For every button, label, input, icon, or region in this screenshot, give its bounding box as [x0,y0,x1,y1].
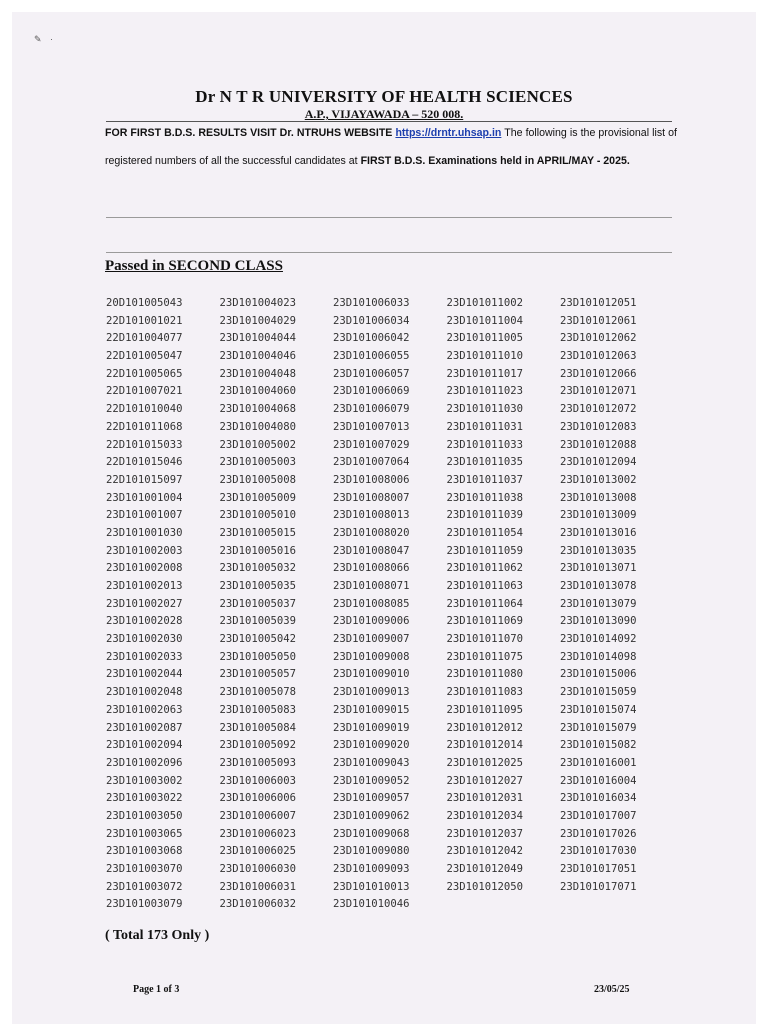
registration-number: 23D101006069 [333,385,410,398]
registration-number: 23D101006042 [333,332,410,345]
registration-number: 23D101005002 [219,438,297,451]
registration-number: 23D101011004 [446,314,524,327]
registration-number: 23D101013009 [560,509,637,522]
registration-number: 23D101015059 [560,686,637,699]
registration-number: 23D101011059 [446,544,524,557]
registration-number: 23D101005039 [219,615,297,628]
registration-number: 23D101012071 [560,385,637,398]
registration-number: 22D101005065 [106,367,183,380]
registration-number: 23D101009080 [333,845,410,858]
registration-number: 23D101009007 [333,633,410,646]
registration-number: 23D101002094 [106,739,183,752]
registration-number: 23D101002096 [106,756,183,769]
registration-number: 23D101007013 [333,420,410,433]
registration-number: 23D101011080 [446,668,524,681]
registration-number: 23D101012012 [446,721,524,734]
website-link[interactable]: https://drntr.uhsap.in [395,127,502,139]
registration-number: 23D101006031 [219,880,297,893]
total-count: ( Total 173 Only ) [105,928,210,943]
registration-number: 23D101012051 [560,297,637,309]
registration-number: 23D101012083 [560,420,637,433]
registration-number: 23D101005009 [219,491,297,504]
registration-number: 23D101002048 [106,686,183,699]
registration-number: 23D101012034 [446,809,524,822]
registration-number: 23D101012049 [446,863,524,875]
registration-number: 23D101011083 [446,686,524,699]
registration-number: 23D101013008 [560,491,637,504]
registration-number: 23D101002008 [106,562,183,575]
registration-number: 23D101011031 [446,420,524,433]
registration-number: 22D101015033 [106,438,183,451]
registration-number: 22D101011068 [106,420,183,433]
registration-number: 23D101012062 [560,332,637,345]
registration-number: 23D101009015 [333,703,410,716]
registration-number-grid [106,295,686,914]
registration-number: 23D101011070 [446,633,524,646]
registration-number: 22D101010040 [106,403,183,416]
intro-results-text: FOR FIRST B.D.S. RESULTS VISIT Dr. NTRUHS WEBSITE [105,127,393,139]
registration-number: 23D101011062 [446,562,524,575]
registration-number: 23D101006032 [219,898,297,911]
registration-number: 23D101012072 [560,403,637,416]
registration-number: 23D101003002 [106,774,183,787]
university-title: Dr N T R UNIVERSITY OF HEALTH SCIENCES [195,87,573,106]
registration-number: 23D101002044 [106,668,183,681]
registration-number: 23D101005035 [219,580,297,592]
registration-number: 23D101007029 [333,438,410,451]
registration-number: 23D101006023 [219,827,297,840]
registration-number: 23D101012061 [560,314,637,327]
registration-number: 23D101004060 [219,385,297,398]
registration-number: 23D101013078 [560,580,637,592]
registration-number: 23D101003050 [106,809,183,822]
registration-number: 23D101009043 [333,756,410,769]
registration-number: 23D101015082 [560,739,637,752]
registration-number: 23D101009008 [333,650,410,663]
registration-number: 23D101012088 [560,438,637,451]
registration-number: 23D101005008 [219,473,297,486]
registration-number: 23D101001004 [106,491,183,504]
registration-number: 23D101012050 [446,880,524,893]
registration-number: 23D101011023 [446,385,524,398]
scan-mark: ✎ · [34,34,57,44]
registration-number: 23D101008007 [333,491,410,504]
registration-number: 23D101017026 [560,827,637,840]
registration-number: 23D101012063 [560,350,637,363]
registration-number: 20D101005043 [106,297,183,309]
empty-cell [560,896,674,914]
university-address: A.P., VIJAYAWADA – 520 008. [304,107,464,121]
registration-number: 23D101001030 [106,526,183,539]
registration-number: 23D101012037 [446,827,524,840]
registration-number: 23D101005078 [219,686,297,699]
registration-number: 23D101008047 [333,544,410,557]
registration-number: 23D101009013 [333,686,410,699]
intro-paragraph [105,120,677,175]
registration-number: 23D101005010 [219,509,297,522]
registration-number: 23D101006007 [219,809,297,822]
registration-number: 23D101003065 [106,827,183,840]
registration-number: 23D101010046 [333,898,410,911]
blank-rule-2 [106,252,672,253]
registration-number: 23D101009057 [333,792,410,805]
registration-number: 23D101004044 [219,332,297,345]
registration-number: 23D101017071 [560,880,637,893]
registration-number: 23D101016001 [560,756,637,769]
empty-cell [447,896,561,914]
registration-number: 23D101005092 [219,739,297,752]
registration-number: 23D101005003 [219,456,297,469]
blank-rule-1 [106,217,672,218]
registration-number: 23D101013090 [560,615,637,628]
registration-number: 23D101005037 [219,597,297,610]
registration-number: 23D101015006 [560,668,637,681]
registration-number: 22D101001021 [106,314,183,327]
registration-number: 23D101014092 [560,633,637,646]
registration-number: 23D101012027 [446,774,524,787]
registration-number: 23D101012066 [560,367,637,380]
registration-number: 23D101011035 [446,456,524,469]
registration-number: 23D101011037 [446,473,524,486]
registration-number: 23D101004029 [219,314,297,327]
registration-number: 23D101013079 [560,597,637,610]
registration-number: 23D101012014 [446,739,524,752]
registration-number: 23D101005093 [219,756,297,769]
registration-number: 22D101015097 [106,473,183,486]
registration-number: 23D101014098 [560,650,637,663]
registration-number: 23D101009010 [333,668,410,681]
registration-number: 23D101015079 [560,721,637,734]
registration-number: 23D101016034 [560,792,637,805]
registration-number: 23D101004046 [219,350,297,363]
registration-number: 23D101011095 [446,703,524,716]
registration-number: 23D101005016 [219,544,297,557]
registration-number: 23D101011038 [446,491,524,504]
registration-number: 23D101006055 [333,350,410,363]
registration-number: 23D101008006 [333,473,410,486]
registration-number: 23D101002013 [106,580,183,592]
registration-number: 23D101013016 [560,526,637,539]
registration-number: 23D101013035 [560,544,637,557]
registration-number: 23D101006003 [219,774,297,787]
registration-number: 23D101002003 [106,544,183,557]
registration-number: 23D101012094 [560,456,637,469]
registration-number: 23D101011069 [446,615,524,628]
registration-number: 23D101005032 [219,562,297,575]
registration-number: 23D101009006 [333,615,410,628]
registration-number: 23D101010013 [333,880,410,893]
registration-number: 23D101002063 [106,703,183,716]
registration-number: 23D101008085 [333,597,410,610]
registration-number: 22D101005047 [106,350,183,363]
registration-number: 23D101001007 [106,509,183,522]
registration-number: 23D101004048 [219,367,297,380]
registration-number: 23D101002033 [106,650,183,663]
registration-number: 23D101008066 [333,562,410,575]
registration-number: 23D101016004 [560,774,637,787]
registration-number: 23D101006033 [333,297,410,309]
registration-number: 23D101003022 [106,792,183,805]
registration-number: 23D101017007 [560,809,637,822]
registration-number: 23D101011064 [446,597,524,610]
registration-number: 23D101011033 [446,438,524,451]
registration-number: 23D101006030 [219,863,297,875]
registration-number: 23D101003068 [106,845,183,858]
registration-number: 22D101007021 [106,385,183,398]
registration-number: 22D101004077 [106,332,183,345]
registration-number: 23D101011063 [446,580,524,592]
registration-number: 23D101017030 [560,845,637,858]
registration-number: 23D101005050 [219,650,297,663]
registration-number: 23D101011054 [446,526,524,539]
registration-number: 23D101009019 [333,721,410,734]
registration-number: 23D101002028 [106,615,183,628]
registration-number: 23D101013002 [560,473,637,486]
registration-number: 23D101011039 [446,509,524,522]
registration-number: 23D101008020 [333,526,410,539]
registration-number: 23D101005083 [219,703,297,716]
registration-number: 23D101003079 [106,898,183,911]
registration-number: 23D101004023 [219,297,297,309]
registration-number: 23D101006025 [219,845,297,858]
registration-number: 23D101009068 [333,827,410,840]
registration-number: 23D101013071 [560,562,637,575]
registration-number: 23D101011030 [446,403,524,416]
registration-number: 23D101004068 [219,403,297,416]
registration-number: 23D101006034 [333,314,410,327]
registration-number: 23D101011005 [446,332,524,345]
registration-number: 23D101012025 [446,756,524,769]
registration-number: 22D101015046 [106,456,183,469]
registration-number: 23D101011075 [446,650,524,663]
registration-number: 23D101011017 [446,367,524,380]
registration-number: 23D101006006 [219,792,297,805]
registration-number: 23D101002087 [106,721,183,734]
registration-number: 23D101008013 [333,509,410,522]
registration-number: 23D101003070 [106,863,183,875]
registration-number: 23D101006057 [333,367,410,380]
registration-number: 23D101005057 [219,668,297,681]
registration-number: 23D101005084 [219,721,297,734]
registration-number: 23D101009093 [333,863,410,875]
page-number: Page 1 of 3 [133,984,180,995]
registration-number: 23D101002030 [106,633,183,646]
registration-number: 23D101007064 [333,456,410,469]
registration-number: 23D101009062 [333,809,410,822]
registration-number: 23D101009052 [333,774,410,787]
registration-number: 23D101011002 [446,297,524,309]
intro-exam-text: FIRST B.D.S. Examinations held in APRIL/MAY - 2025. [360,154,630,167]
registration-number: 23D101012031 [446,792,524,805]
section-heading: Passed in SECOND CLASS [105,258,283,274]
registration-number: 23D101011010 [446,350,524,363]
registration-number: 23D101005015 [219,526,297,539]
footer-date: 23/05/25 [594,984,630,995]
registration-number: 23D101005042 [219,633,297,646]
registration-number: 23D101008071 [333,580,410,592]
registration-number: 23D101002027 [106,597,183,610]
registration-number: 23D101009020 [333,739,410,752]
registration-number: 23D101012042 [446,845,524,858]
document-page [12,12,756,1024]
registration-number: 23D101004080 [219,420,297,433]
registration-number: 23D101015074 [560,703,637,716]
registration-number: 23D101017051 [560,863,637,875]
intro-body-text: The following is the provisional list of registered numbers of all the successful candidates at [105,127,677,167]
registration-number: 23D101006079 [333,403,410,416]
registration-number: 23D101003072 [106,880,183,893]
